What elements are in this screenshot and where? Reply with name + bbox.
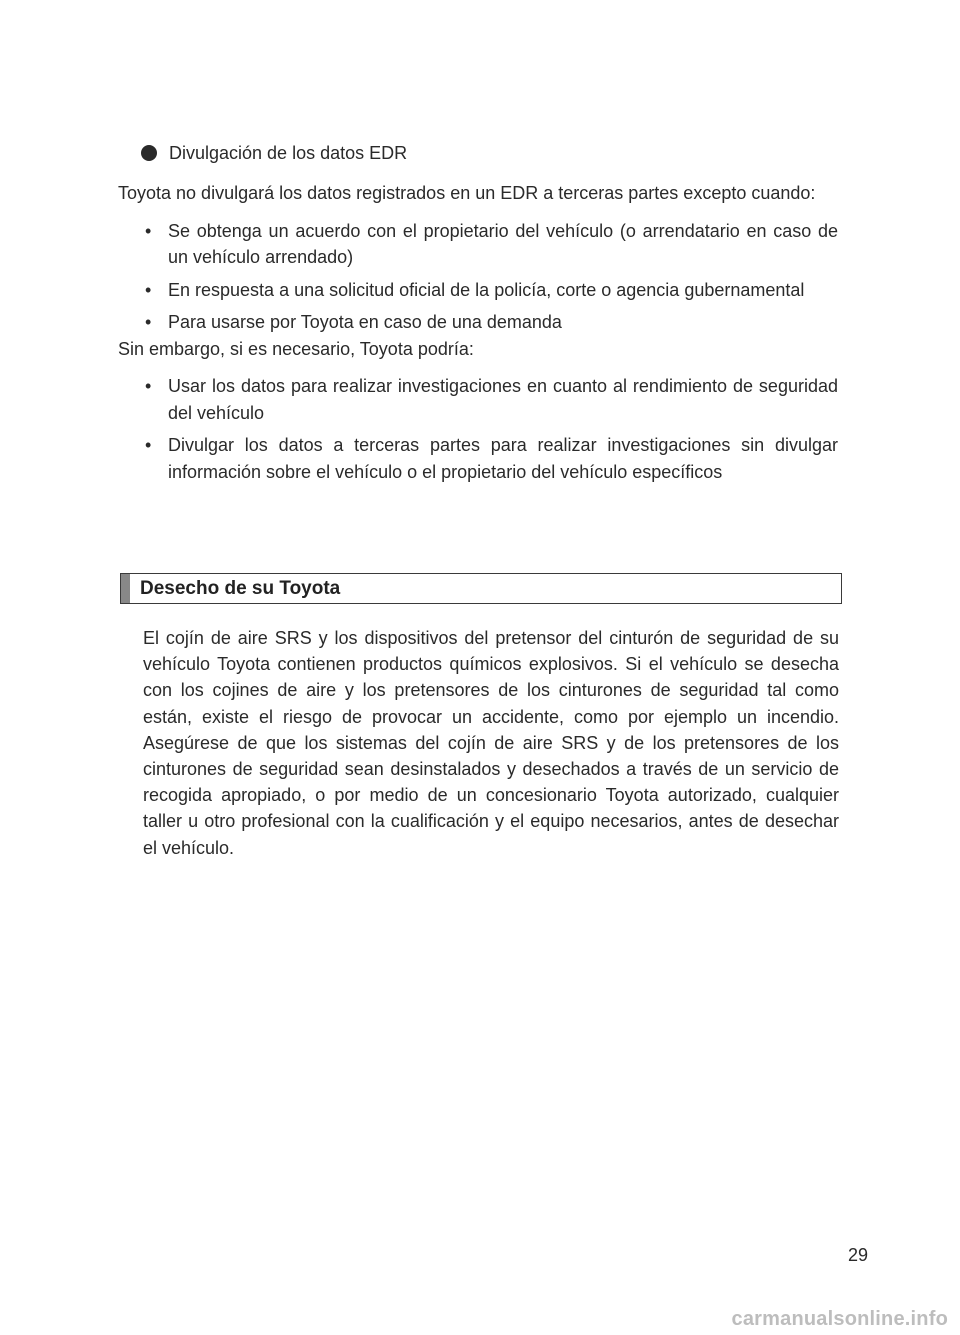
bullet-dot-icon: • xyxy=(145,376,152,396)
list-item xyxy=(118,432,838,485)
bullet-dot-icon: • xyxy=(145,435,152,455)
list-item-text: Para usarse por Toyota en caso de una demanda xyxy=(168,312,562,332)
section-accent xyxy=(121,574,130,603)
list-item xyxy=(118,277,838,304)
edr-intro: Toyota no divulgará los datos registrados en un EDR a terceras partes excepto cuando: xyxy=(118,183,816,203)
list-item-text: Divulgar los datos a terceras partes para realizar investigaciones sin divulgar información sobre el vehículo o el propietario del vehículo específicos xyxy=(168,435,838,482)
edr-section xyxy=(118,140,838,491)
disposal-section xyxy=(143,625,839,861)
list-item xyxy=(118,373,838,426)
section-title: Desecho de su Toyota xyxy=(140,577,341,599)
bullet-dot-icon: • xyxy=(145,220,152,241)
disposal-body: El cojín de aire SRS y los dispositivos del pretensor del cinturón de seguridad de su vehículo Toyota contienen productos químicos explosivos. Si el vehículo se desecha con los cojines de aire y los pretensores de los cinturones de seguridad tal como están, existe el riesgo de provocar un accidente, como por ejemplo un incendio. Asegúrese de que los sistemas del cojín de aire SRS y de los pretensores de los cinturones de seguridad sean desinstalados y desechados a través de un servicio de recogida apropiado, o por medio de un concesionario Toyota autorizado, cualquier taller u otro profesional con la cualificación y el equipo necesarios, antes de desechar el vehículo. xyxy=(143,628,839,858)
bullet-dot-icon: • xyxy=(145,279,152,300)
edr-may-list xyxy=(118,373,838,485)
list-item-text: Usar los datos para realizar investigaciones en cuanto al rendimiento de seguridad del vehículo xyxy=(168,376,838,423)
list-item xyxy=(118,218,838,271)
edr-subheading xyxy=(141,140,838,166)
edr-subheading-text: Divulgación de los datos EDR xyxy=(169,143,408,163)
watermark: carmanualsonline.info xyxy=(731,1308,948,1330)
edr-however: Sin embargo, si es necesario, Toyota podría: xyxy=(118,338,474,359)
bullet-dot-icon: • xyxy=(145,312,152,332)
page-number: 29 xyxy=(848,1245,869,1265)
bullet-circle-icon xyxy=(141,145,157,161)
list-item-text: Se obtenga un acuerdo con el propietario del vehículo (o arrendatario en caso de un vehículo arrendado) xyxy=(168,220,838,267)
edr-exceptions-list xyxy=(118,218,838,336)
section-header-bar xyxy=(120,573,842,604)
list-item-text: En respuesta a una solicitud oficial de la policía, corte o agencia gubernamental xyxy=(168,279,805,300)
list-item xyxy=(118,309,838,336)
